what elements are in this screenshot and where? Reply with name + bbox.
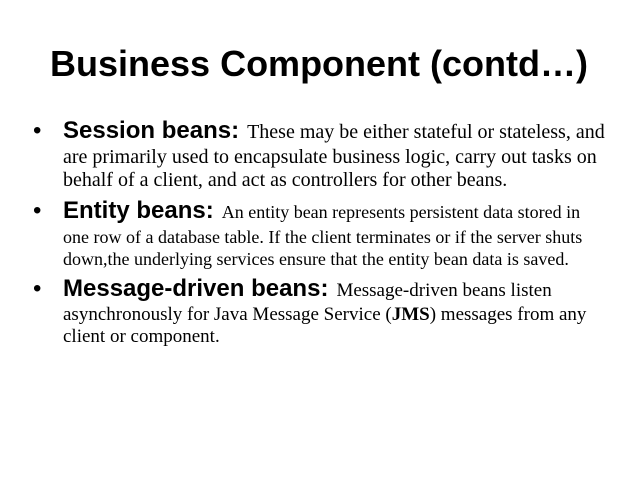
bullet-message-driven-beans bbox=[33, 274, 608, 348]
bullet-marker: • bbox=[33, 275, 42, 302]
bullet-text-part-before: Message-driven beans listen asynchronously for Java Message Service ( bbox=[63, 280, 552, 325]
bullet-text-part-after: ) messages from any client or component. bbox=[63, 304, 587, 347]
slide-title: Business Component (contd…) bbox=[50, 43, 588, 84]
jms-abbreviation: JMS bbox=[391, 304, 430, 325]
bullet-heading-entity-beans: Entity beans: bbox=[63, 197, 214, 224]
bullet-heading-session-beans: Session beans: bbox=[63, 117, 240, 144]
bullet-entity-beans bbox=[33, 196, 608, 270]
bullet-list bbox=[33, 116, 608, 352]
bullet-text-entity-beans: An entity bean represents persistent data stored in one row of a database table. If the client terminates or if the server shuts down,the underlying services ensure that the entity bean data is saved. bbox=[63, 202, 583, 269]
bullet-marker: • bbox=[33, 197, 42, 224]
bullet-text-session-beans: These may be either stateful or stateless, and are primarily used to encapsulate business logic, carry out tasks on behalf of a client, and act as controllers for other beans. bbox=[63, 121, 605, 191]
bullet-session-beans bbox=[33, 116, 608, 192]
bullet-marker: • bbox=[33, 117, 42, 144]
bullet-heading-message-driven-beans: Message-driven beans: bbox=[63, 275, 329, 302]
